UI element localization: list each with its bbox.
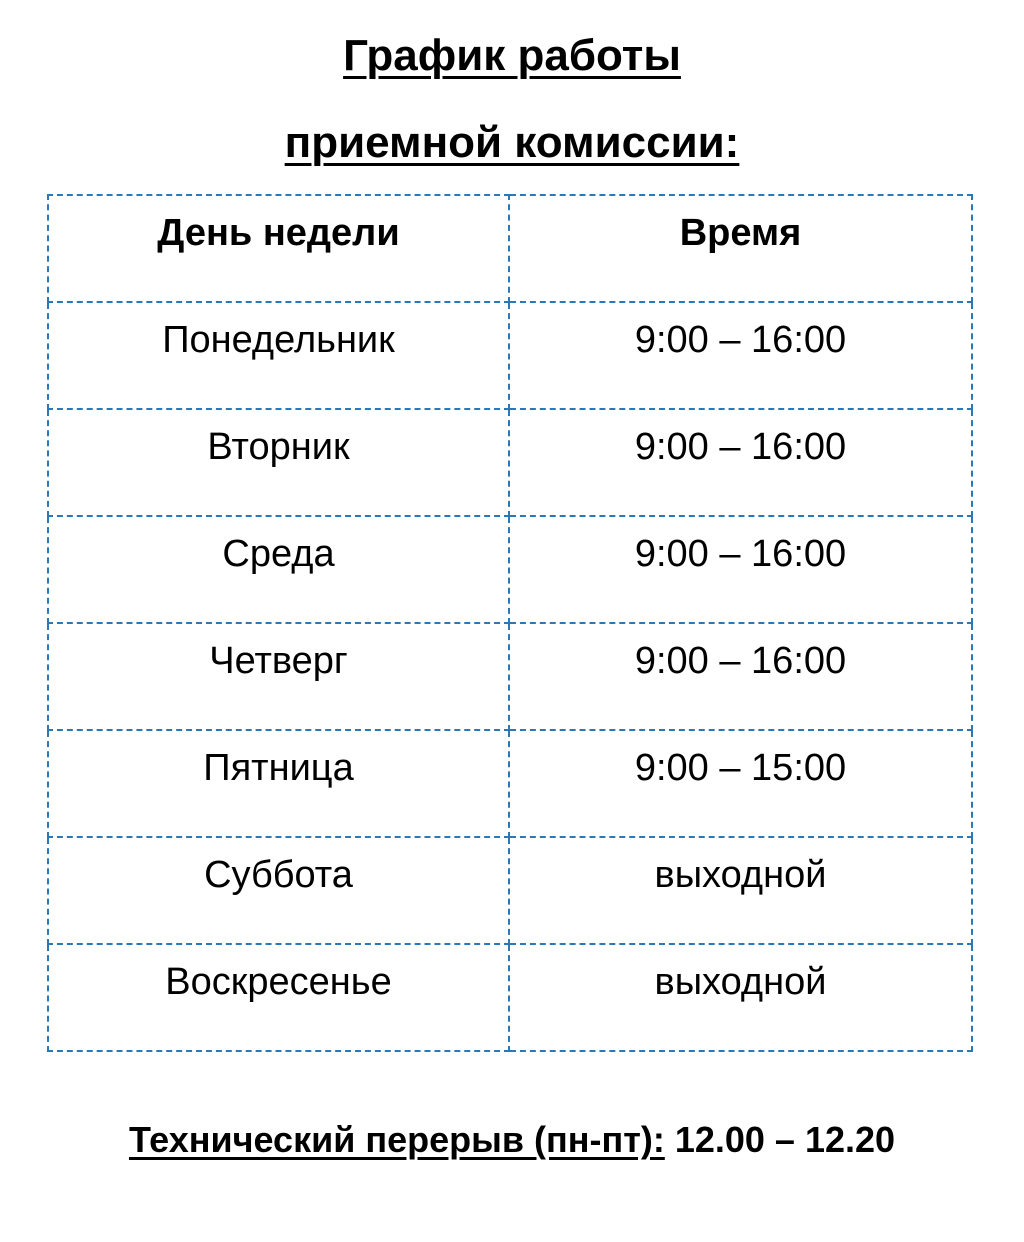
table-row — [48, 302, 972, 409]
page-subtitle: приемной комиссии: — [284, 118, 740, 167]
break-label: Технический перерыв (пн-пт): — [128, 1119, 665, 1160]
header-day: День недели — [48, 195, 509, 302]
time-cell: выходной — [509, 837, 972, 944]
time-cell: 9:00 – 16:00 — [509, 302, 972, 409]
day-cell: Суббота — [48, 837, 509, 944]
header-time: Время — [509, 195, 972, 302]
time-cell: выходной — [509, 944, 972, 1051]
break-note — [0, 1119, 1024, 1160]
time-cell: 9:00 – 15:00 — [509, 730, 972, 837]
day-cell: Четверг — [48, 623, 509, 730]
day-cell: Среда — [48, 516, 509, 623]
table-row — [48, 837, 972, 944]
schedule-table — [47, 194, 973, 1052]
table-row — [48, 409, 972, 516]
table-row — [48, 730, 972, 837]
day-cell: Пятница — [48, 730, 509, 837]
table-row — [48, 516, 972, 623]
time-cell: 9:00 – 16:00 — [509, 409, 972, 516]
break-value: 12.00 – 12.20 — [674, 1119, 896, 1160]
day-cell: Воскресенье — [48, 944, 509, 1051]
time-cell: 9:00 – 16:00 — [509, 623, 972, 730]
page-title: График работы — [343, 31, 681, 80]
table-header-row — [48, 195, 972, 302]
day-cell: Понедельник — [48, 302, 509, 409]
day-cell: Вторник — [48, 409, 509, 516]
table-row — [48, 944, 972, 1051]
time-cell: 9:00 – 16:00 — [509, 516, 972, 623]
table-row — [48, 623, 972, 730]
